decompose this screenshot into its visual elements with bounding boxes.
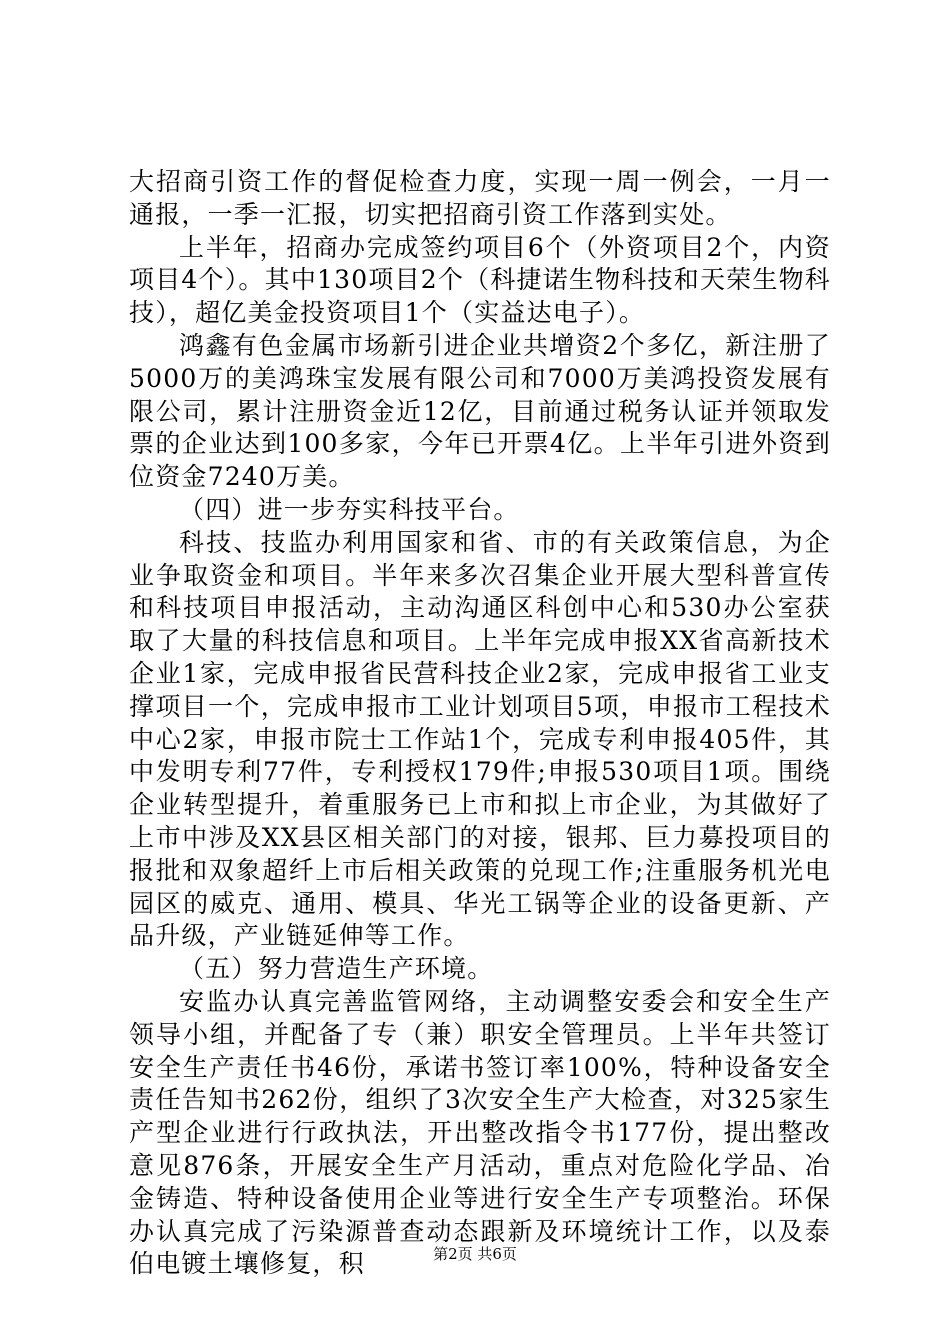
page-footer: 第2页 共6页: [433, 1245, 517, 1263]
section-heading-production-environment: （五）努力营造生产环境。: [179, 954, 494, 984]
paragraph-continuation: 大招商引资工作的督促检查力度，实现一周一例会，一月一通报，一季一汇报，切实把招商引资工作落到实处。: [129, 167, 831, 229]
document-body: [129, 166, 831, 1281]
paragraph-investment-summary: 上半年，招商办完成签约项目6个（外资项目2个，内资项目4个）。其中130项目2个（科捷诺生物科技和天荣生物科技），超亿美金投资项目1个（实益达电子）。: [129, 232, 831, 328]
section-heading-tech-platform: （四）进一步夯实科技平台。: [179, 494, 520, 524]
paragraph-metal-market: 鸿鑫有色金属市场新引进企业共增资2个多亿，新注册了5000万的美鸿珠宝发展有限公司和7000万美鸿投资发展有限公司，累计注册资金近12亿，目前通过税务认证并领取发票的企业达到100多家，今年已开票4亿。上半年引进外资到位资金7240万美。: [129, 330, 831, 492]
paragraph-tech-platform: 科技、技监办利用国家和省、市的有关政策信息，为企业争取资金和项目。半年来多次召集企业开展大型科普宣传和科技项目申报活动，主动沟通区科创中心和530办公室获取了大量的科技信息和项目。上半年完成申报XX省高新技术企业1家，完成申报省民营科技企业2家，完成申报省工业支撑项目一个，完成申报市工业计划项目5项，申报市工程技术中心2家，申报市院士工作站1个，完成专利申报405件，其中发明专利77件，专利授权179件;申报530项目1项。围绕企业转型提升，着重服务已上市和拟上市企业，为其做好了上市中涉及XX县区相关部门的对接，银邦、巨力募投项目的报批和双象超纤上市后相关政策的兑现工作;注重服务机光电园区的威克、通用、模具、华光工锅等企业的设备更新、产品升级，产业链延伸等工作。: [129, 527, 831, 951]
paragraph-safety-supervision: 安监办认真完善监管网络，主动调整安委会和安全生产领导小组，并配备了专（兼）职安全管理员。上半年共签订安全生产责任书46份，承诺书签订率100%，特种设备安全责任告知书262份，组织了3次安全生产大检查，对325家生产型企业进行行政执法，开出整改指令书177份，提出整改意见876条，开展安全生产月活动，重点对危险化学品、冶金铸造、特种设备使用企业等进行安全生产专项整治。环保办认真完成了污染源普查动态跟新及环境统计工作，以及泰伯电镀土壤修复，积: [129, 986, 831, 1279]
